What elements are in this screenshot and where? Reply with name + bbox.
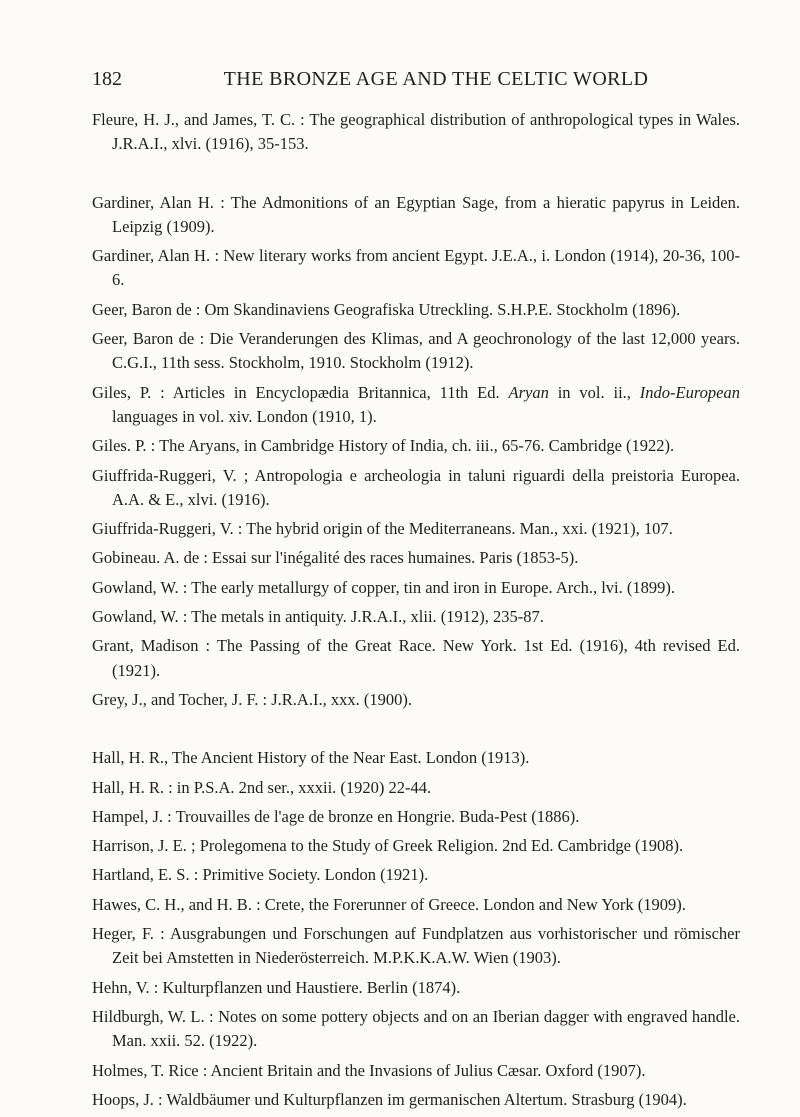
bibliography-entry: Giles. P. : The Aryans, in Cambridge History of India, ch. iii., 65-76. Cambridge (1922). [92,436,675,456]
bibliography-entry: Grey, J., and Tocher, J. F. : J.R.A.I., xxx. (1900). [92,689,412,709]
bibliography-entry: Hall, H. R., The Ancient History of the Near East. London (1913). [92,748,530,768]
bibliography-entry: Gardiner, Alan H. : New literary works from ancient Egypt. J.E.A., i. London (1914), 20-36, 100-6. [92,246,740,290]
entry-text: languages in vol. xiv. London (1910, 1). [112,406,377,426]
running-head: THE BRONZE AGE AND THE CELTIC WORLD [223,68,649,90]
bibliography-entry: Grant, Madison : The Passing of the Great Race. New York. 1st Ed. (1916), 4th revised Ed. (1921). [92,636,740,680]
bibliography-entry: Giuffrida-Ruggeri, V. : The hybrid origin of the Mediterraneans. Man., xxi. (1921), 107. [92,519,673,539]
bibliography-entry: Hartland, E. S. : Primitive Society. London (1921). [92,865,429,885]
bibliography-list [92,108,740,1117]
page-number: 182 [92,68,122,90]
bibliography-entry: Geer, Baron de : Om Skandinaviens Geografiska Utreckling. S.H.P.E. Stockholm (1896). [92,299,681,319]
bibliography-entry: Gardiner, Alan H. : The Admonitions of an Egyptian Sage, from a hieratic papyrus in Leiden. Leipzig (1909). [92,192,740,236]
group-separator [92,162,740,191]
bibliography-entry: Gowland, W. : The metals in antiquity. J.R.A.I., xlii. (1912), 235-87. [92,607,544,627]
bibliography-entry: Fleure, H. J., and James, T. C. : The geographical distribution of anthropological types in Wales. J.R.A.I., xlvi. (1916), 35-153. [92,110,740,154]
italic-term: Aryan [508,382,549,402]
bibliography-entry: Heger, F. : Ausgrabungen und Forschungen auf Fundplatzen aus vorhistorischer und römischer Zeit bei Amstetten in Niederösterreich. M.P.K.K.A.W. Wien (1903). [92,924,740,968]
bibliography-entry: Hehn, V. : Kulturpflanzen und Haustiere. Berlin (1874). [92,977,461,997]
bibliography-entry: Hildburgh, W. L. : Notes on some pottery objects and on an Iberian dagger with engraved handle. Man. xxii. 52. (1922). [92,1006,740,1051]
bibliography-entry: Giuffrida-Ruggeri, V. ; Antropologia e archeologia in taluni riguardi della preistoria Europea. A.A. & E., xlvi. (1916). [92,465,740,509]
bibliography-entry [92,381,740,430]
entry-text: in vol. ii., [548,382,640,402]
bibliography-entry: Hall, H. R. : in P.S.A. 2nd ser., xxxii. (1920) 22-44. [92,777,432,797]
bibliography-entry: Hoops, J. : Waldbäumer und Kulturpflanzen im germanischen Altertum. Strasburg (1904). [92,1089,687,1109]
bibliography-entry: Harrison, J. E. ; Prolegomena to the Study of Greek Religion. 2nd Ed. Cambridge (1908). [92,836,684,856]
bibliography-entry: Holmes, T. Rice : Ancient Britain and the Invasions of Julius Cæsar. Oxford (1907). [92,1060,646,1080]
italic-term: Indo-European [639,382,740,402]
page-header [92,68,740,92]
entry-text: Giles, P. : Articles in Encyclopædia Britannica, 11th Ed. [92,382,509,402]
bibliography-entry: Geer, Baron de : Die Veranderungen des Klimas, and A geochronology of the last 12,000 years. C.G.I., 11th sess. Stockholm, 1910. Stockholm (1912). [92,329,740,373]
bibliography-entry: Gowland, W. : The early metallurgy of copper, tin and iron in Europe. Arch., lvi. (1899). [92,577,675,597]
bibliography-entry: Gobineau. A. de : Essai sur l'inégalité des races humaines. Paris (1853-5). [92,548,579,568]
bibliography-entry: Hawes, C. H., and H. B. : Crete, the Forerunner of Greece. London and New York (1909). [92,894,686,914]
bibliography-entry: Hampel, J. : Trouvailles de l'age de bronze en Hongrie. Buda-Pest (1886). [92,806,580,826]
group-separator [92,717,740,746]
